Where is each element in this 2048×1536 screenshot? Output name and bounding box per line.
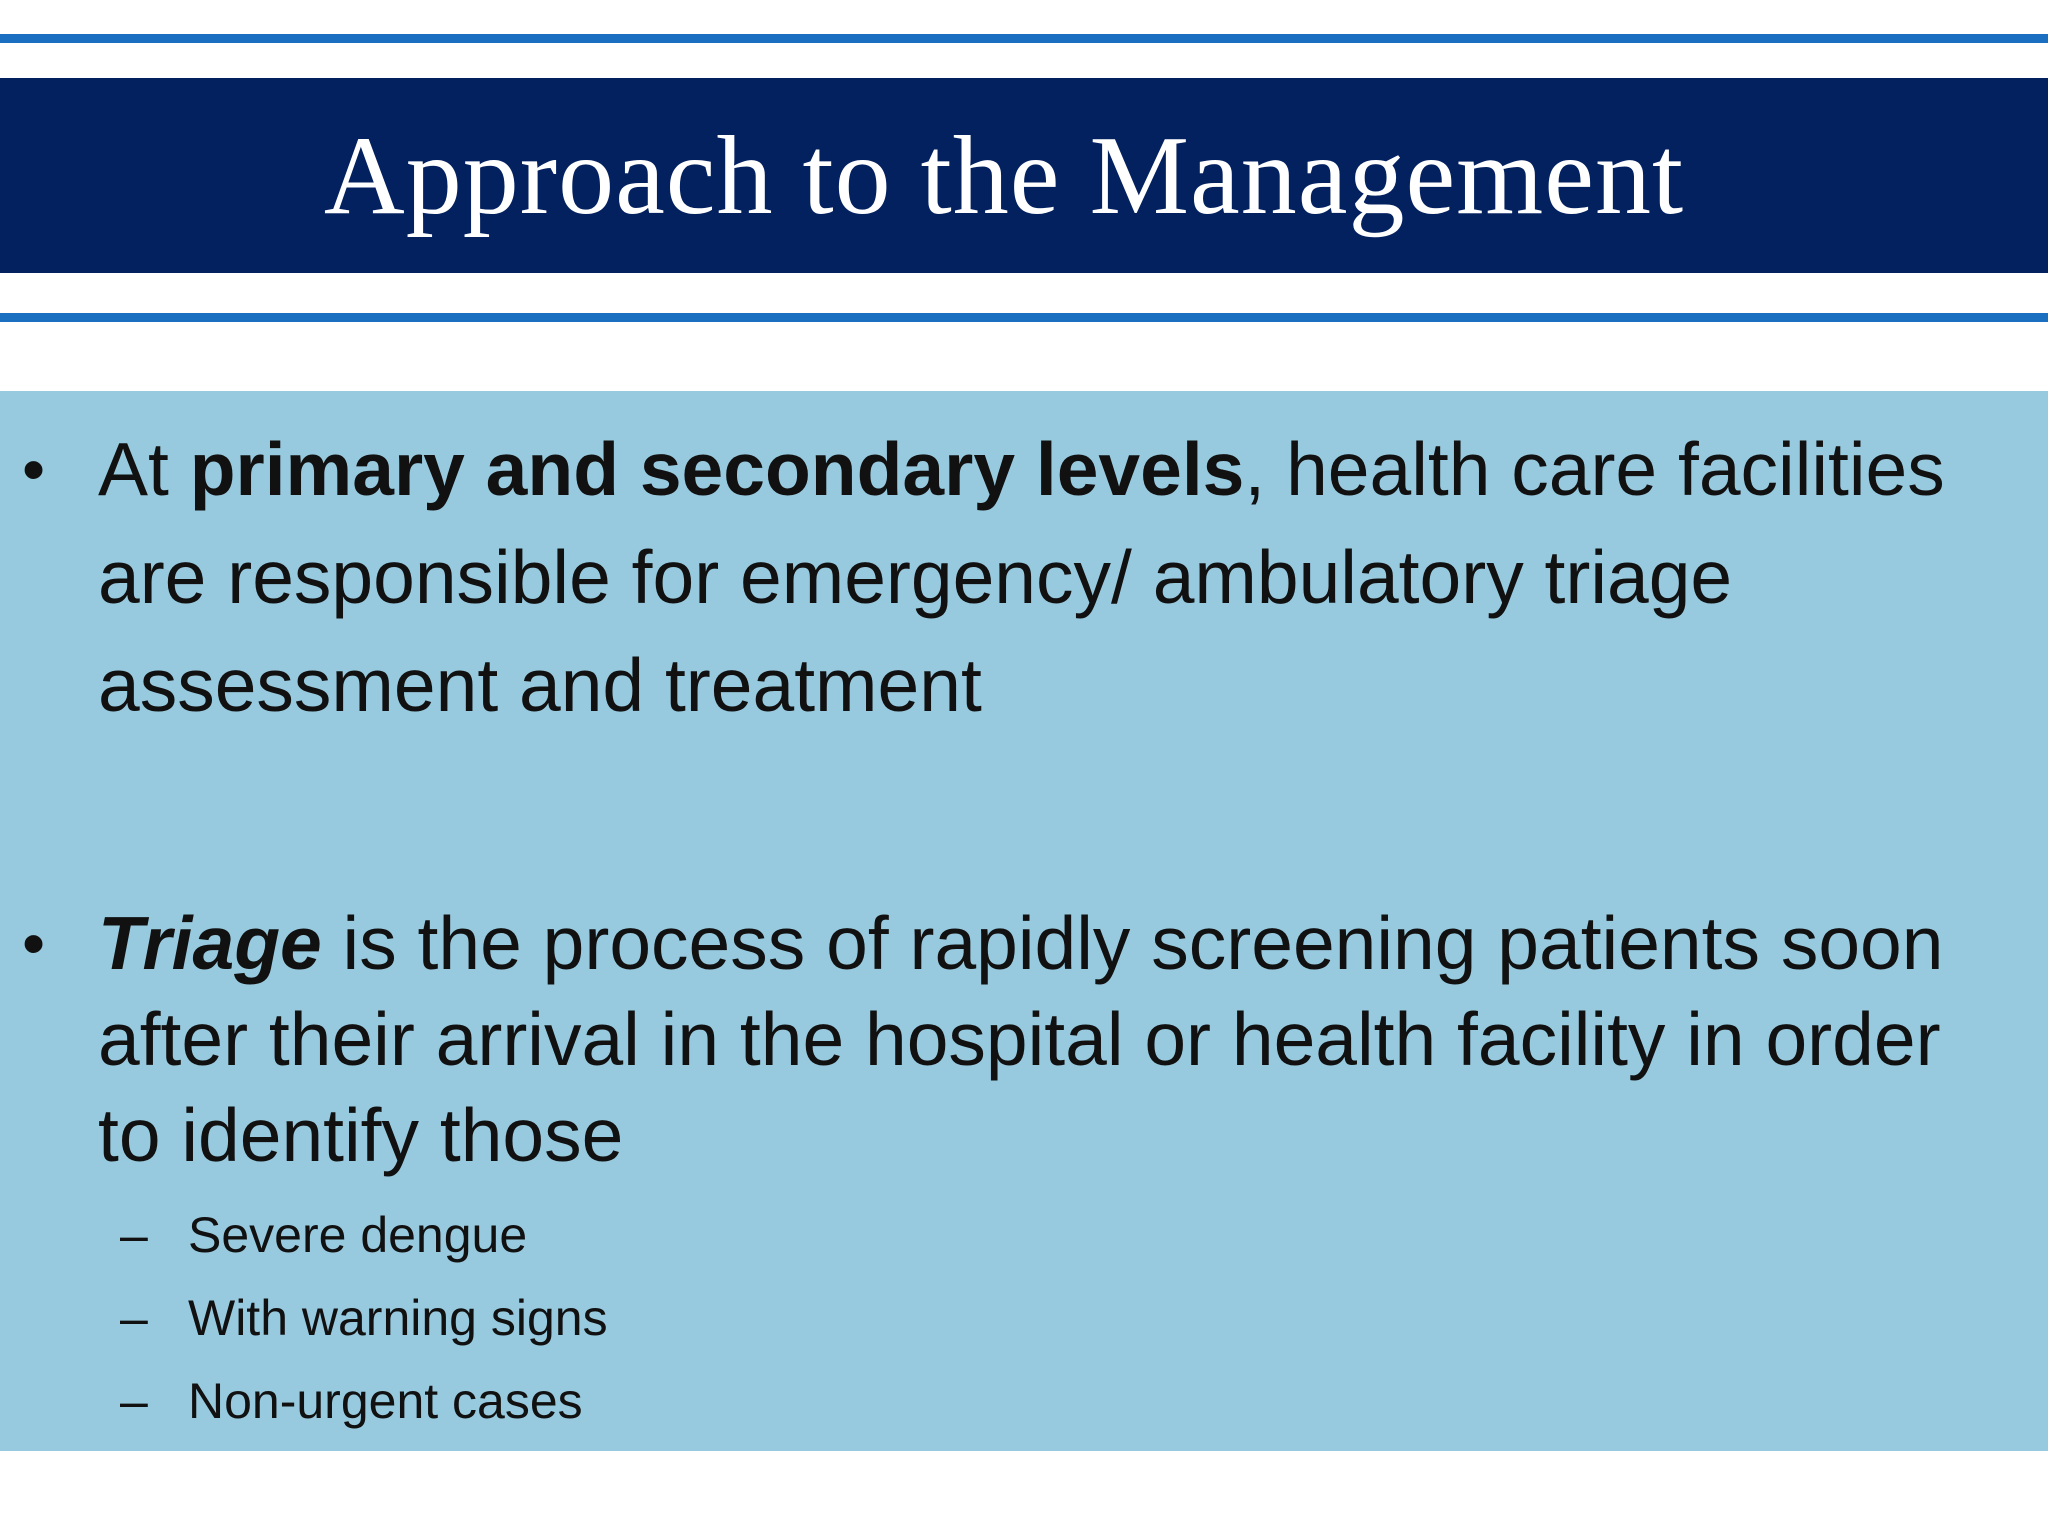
bullet-prefix: At [98,427,190,511]
bullet-text [98,415,1998,739]
sub-item-non-urgent [0,1360,2048,1442]
sub-dash: – [120,1290,148,1346]
bullet-body: , health care facilities are responsible for emergency/ ambulatory triage assessment and treatment [98,427,1945,727]
bullet-dot: • [22,432,46,506]
sub-dash: – [120,1373,148,1429]
top-rule [0,34,2048,43]
bullet-term: Triage [98,901,322,985]
bottom-rule [0,313,2048,322]
bullet-bold-phrase: primary and secondary levels [189,427,1245,511]
bullet-body: is the process of rapidly screening patients soon after their arrival in the hospital or health facility in order to identify those [98,901,1944,1177]
sub-item-severe-dengue [0,1194,2048,1276]
sub-item-warning-signs [0,1277,2048,1359]
slide-title: Approach to the Management [323,113,1685,238]
sub-item-label: Severe dengue [188,1207,528,1263]
title-band [0,78,2048,273]
sub-item-label: Non-urgent cases [188,1373,583,1429]
sub-item-label: With warning signs [188,1290,608,1346]
bullet-text [98,895,1998,1183]
bullet-dot: • [22,906,46,980]
sub-dash: – [120,1207,148,1263]
